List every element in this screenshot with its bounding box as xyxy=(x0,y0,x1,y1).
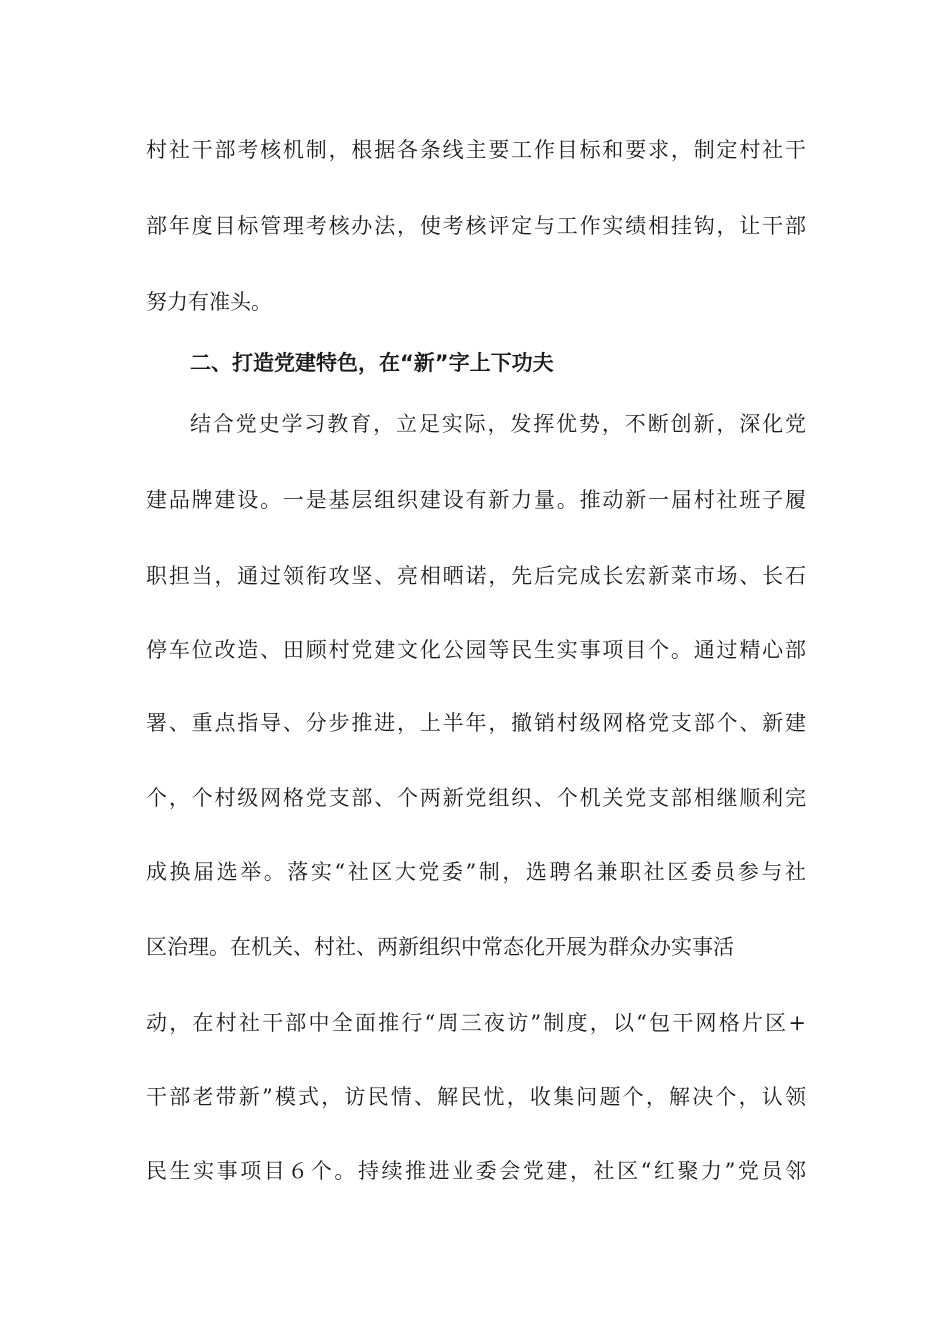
paragraph-line: 部年度目标管理考核办法，使考核评定与工作实绩相挂钩，让干部 xyxy=(146,214,806,238)
paragraph-line: 停车位改造、田顾村党建文化公园等民生实事项目个。通过精心部 xyxy=(146,638,806,662)
paragraph-line: 个，个村级网格党支部、个两新党组织、个机关党支部相继顺利完 xyxy=(146,786,806,810)
paragraph-line: 干部老带新”模式，访民情、解民忧，收集问题个，解决个，认领 xyxy=(146,1085,806,1109)
paragraph-line: 动，在村社干部中全面推行“周三夜访”制度，以“包干网格片区+ xyxy=(146,1011,806,1035)
paragraph-line: 区治理。在机关、村社、两新组织中常态化开展为群众办实事活 xyxy=(146,935,734,959)
paragraph-line: 职担当，通过领衔攻坚、亮相晒诺，先后完成长宏新菜市场、长石 xyxy=(146,564,806,588)
paragraph-line: 建品牌建设。一是基层组织建设有新力量。推动新一届村社班子履 xyxy=(146,488,806,512)
paragraph-line: 成换届选举。落实“社区大党委”制，选聘名兼职社区委员参与社 xyxy=(146,860,806,884)
paragraph-line: 努力有准头。 xyxy=(146,290,272,314)
paragraph-line: 民生实事项目６个。持续推进业委会党建，社区“红聚力”党员邻 xyxy=(146,1159,806,1183)
paragraph-line: 结合党史学习教育，立足实际，发挥优势，不断创新，深化党 xyxy=(190,412,806,436)
paragraph-line: 村社干部考核机制，根据各条线主要工作目标和要求，制定村社干 xyxy=(146,138,806,162)
paragraph-line: 署、重点指导、分步推进，上半年，撤销村级网格党支部个、新建 xyxy=(146,711,806,735)
section-heading: 二、打造党建特色，在“新”字上下功夫 xyxy=(190,351,554,375)
